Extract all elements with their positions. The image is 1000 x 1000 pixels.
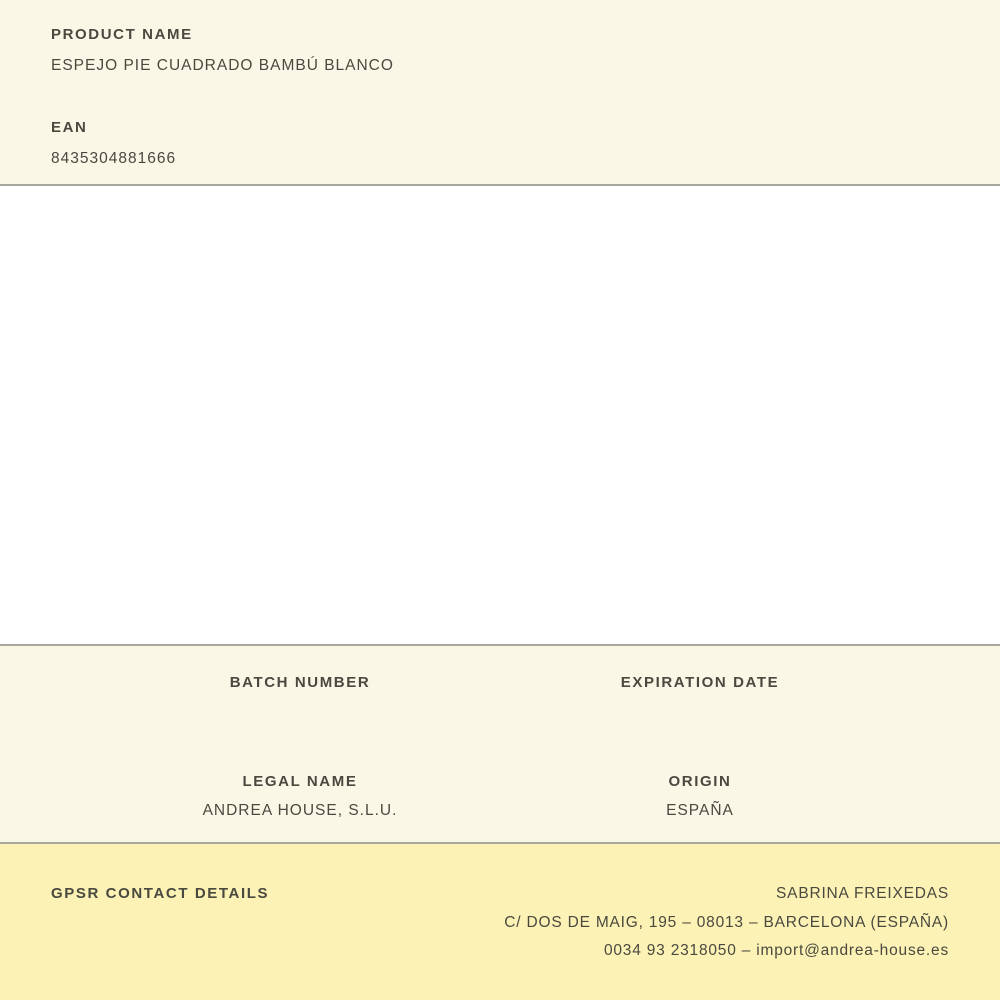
ean-field <box>51 119 949 168</box>
origin-value: ESPAÑA <box>666 802 734 819</box>
contact-address: C/ DOS DE MAIG, 195 – 08013 – BARCELONA (ESPAÑA) <box>504 913 949 931</box>
product-info-section <box>0 0 1000 184</box>
legal-origin-row <box>100 773 900 820</box>
ean-label: EAN <box>51 119 88 136</box>
gpsr-contact-label: GPSR CONTACT DETAILS <box>51 885 270 902</box>
contact-person: SABRINA FREIXEDAS <box>776 885 949 902</box>
legal-name-value: ANDREA HOUSE, S.L.U. <box>202 802 398 819</box>
product-name-label: PRODUCT NAME <box>51 26 193 43</box>
expiration-date-field <box>500 674 900 703</box>
origin-field <box>500 773 900 820</box>
product-name-value: ESPEJO PIE CUADRADO BAMBÚ BLANCO <box>51 57 394 74</box>
origin-label: ORIGIN <box>668 773 732 790</box>
product-name-field <box>51 26 949 75</box>
expiration-date-label: EXPIRATION DATE <box>620 674 780 691</box>
ean-value: 8435304881666 <box>51 150 177 167</box>
batch-number-label: BATCH NUMBER <box>229 674 371 691</box>
blank-area <box>0 186 1000 644</box>
legal-name-label: LEGAL NAME <box>242 773 358 790</box>
batch-expiration-row <box>100 674 900 703</box>
batch-number-field <box>100 674 500 703</box>
gpsr-contact-section <box>0 844 1000 1000</box>
legal-name-field <box>100 773 500 820</box>
gpsr-contact-lines <box>504 880 949 966</box>
contact-phone-email: 0034 93 2318050 – import@andrea-house.es <box>603 942 949 959</box>
details-section <box>0 646 1000 842</box>
